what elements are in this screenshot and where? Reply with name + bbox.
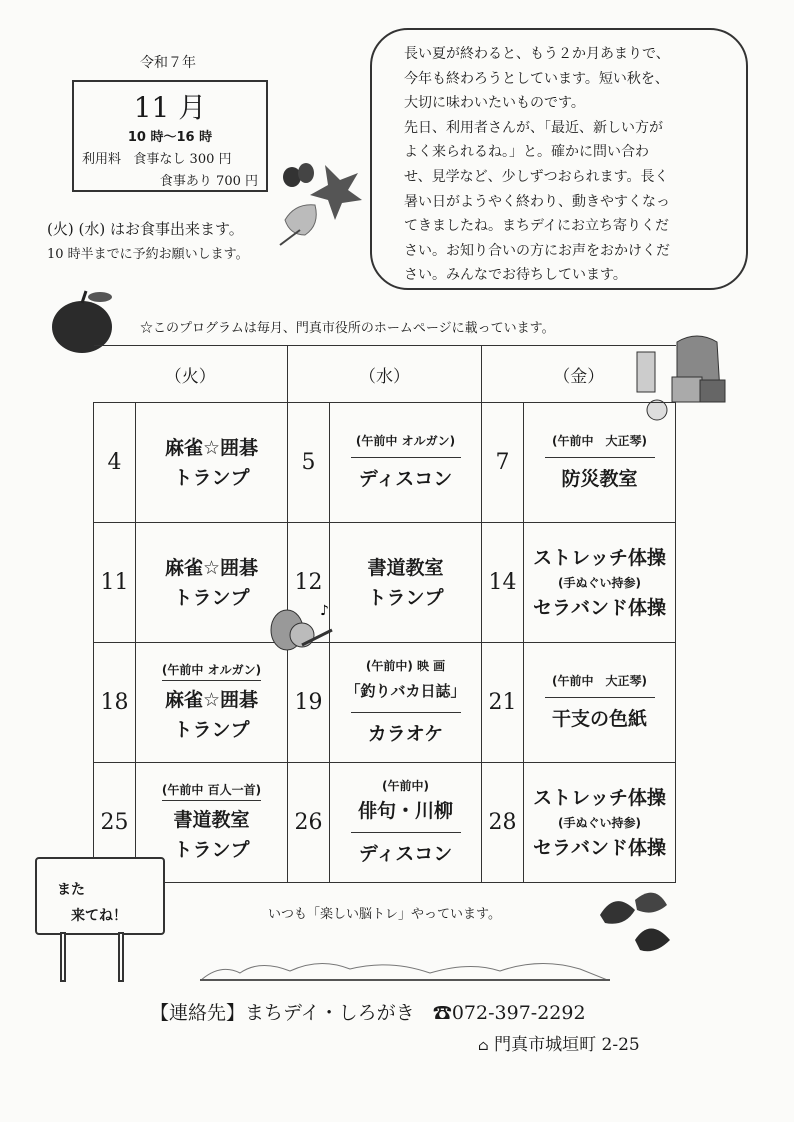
activity-line: (手ぬぐい持参) <box>558 575 641 590</box>
message-line: さい。みんなでお待ちしています。 <box>404 267 627 284</box>
activity-line: ストレッチ体操 <box>533 546 666 569</box>
divider <box>351 832 461 833</box>
activity-line: 麻雀☆囲碁 <box>164 689 259 711</box>
activity-line: 「釣りバカ日誌」 <box>345 682 466 700</box>
date-cell: 7 <box>482 403 524 523</box>
squirrel-violin-icon <box>262 600 342 662</box>
divider <box>351 712 461 713</box>
contact-name: まちデイ・しろがき <box>245 1002 415 1024</box>
meal-note: (火) (水) はお食事出来ます。 <box>47 220 244 238</box>
see-you-again-sign <box>35 857 165 935</box>
activity-cell <box>524 523 676 643</box>
sign-line-2: 来てね！ <box>71 908 127 924</box>
brain-training-note: いつも「楽しい脳トレ」やっています。 <box>268 907 501 922</box>
message-line: さい。お知り合いの方にお声をおかけくだ <box>404 242 670 259</box>
month-title: 11 月 <box>133 91 207 124</box>
date-cell: 21 <box>482 643 524 763</box>
contact-info <box>150 998 586 1025</box>
message-line: 大切に味わいたいものです。 <box>404 95 585 112</box>
date-cell: 25 <box>94 763 136 883</box>
message-line: 長い夏が終わると、もう２か月あまりで、 <box>404 46 670 62</box>
date-cell: 12 <box>288 523 330 643</box>
sign-line-1: また <box>57 882 85 898</box>
day-header-tue: （火） <box>94 346 288 403</box>
activity-line: ストレッチ体操 <box>533 786 666 809</box>
activity-cell <box>330 763 482 883</box>
house-icon: ⌂ <box>478 1038 489 1054</box>
activity-line: カラオケ <box>367 723 444 745</box>
activity-line: トランプ <box>173 466 250 489</box>
sign-post-left <box>60 932 66 982</box>
autumn-leaves-icon <box>270 155 365 250</box>
activity-cell <box>524 643 676 763</box>
activity-cell <box>330 403 482 523</box>
fee-label: 利用料 <box>82 152 122 167</box>
activity-line: ディスコン <box>358 843 453 865</box>
message-line: 今年も終わろうとしています。短い秋を、 <box>404 70 669 87</box>
activity-note: (午前中 百人一首) <box>162 780 261 801</box>
address <box>478 1030 640 1055</box>
activity-line: トランプ <box>173 719 250 741</box>
date-cell: 14 <box>482 523 524 643</box>
address-text: 門真市城垣町 2-25 <box>494 1035 640 1055</box>
fee-no-meal <box>82 148 232 167</box>
activity-line: 書道教室 <box>173 809 250 831</box>
activity-note: (午前中 大正琴) <box>552 434 647 448</box>
activity-line: 麻雀☆囲碁 <box>164 556 259 579</box>
opening-hours: 10 時〜16 時 <box>127 130 213 145</box>
date-cell: 19 <box>288 643 330 763</box>
date-cell: 26 <box>288 763 330 883</box>
schedule-table <box>93 345 676 883</box>
date-cell: 4 <box>94 403 136 523</box>
activity-cell <box>330 643 482 763</box>
activity-note: (午前中) 映 画 <box>365 659 446 673</box>
fee-no-meal-value: 食事なし 300 円 <box>133 152 232 167</box>
phone-number[interactable]: 072-397-2292 <box>451 1002 586 1024</box>
activity-note: (午前中 オルガン) <box>162 660 261 681</box>
activity-note: (午前中) <box>382 779 429 793</box>
activity-line: セラバンド体操 <box>532 596 666 619</box>
activity-line: (手ぬぐい持参) <box>558 815 641 830</box>
message-line: 暑い日がようやく終わり、動きやすくなっ <box>404 193 670 210</box>
program-note: ☆このプログラムは毎月、門真市役所のホームページに載っています。 <box>140 321 555 336</box>
activity-line: 麻雀☆囲碁 <box>164 436 259 459</box>
activity-cell <box>524 763 676 883</box>
divider <box>351 457 461 458</box>
date-cell: 11 <box>94 523 136 643</box>
activity-note: (午前中 大正琴) <box>552 674 647 688</box>
phone-icon: ☎ <box>432 1002 452 1024</box>
day-header-row <box>94 346 676 403</box>
townscape-illustration <box>200 955 610 981</box>
day-header-fri: （金） <box>482 346 676 403</box>
reserve-note: 10 時半までに予約お願いします。 <box>47 247 249 262</box>
activity-line: 防災教室 <box>561 468 638 490</box>
date-cell: 28 <box>482 763 524 883</box>
month-info-box <box>72 80 268 192</box>
date-cell: 18 <box>94 643 136 763</box>
week-row <box>94 523 676 643</box>
week-row <box>94 643 676 763</box>
sign-post-right <box>118 932 124 982</box>
activity-line: ディスコン <box>358 468 453 490</box>
activity-note: (午前中 オルガン) <box>355 434 456 448</box>
message-line: せ、見学など、少しずつおられます。長く <box>404 168 669 185</box>
chestnuts-icon <box>595 885 675 960</box>
message-line: よく来られるね。」と。確かに問い合わ <box>404 144 649 161</box>
activity-line: トランプ <box>173 839 250 861</box>
activity-line: セラバンド体操 <box>532 836 666 859</box>
svg-text:♪: ♪ <box>320 603 329 619</box>
week-row <box>94 763 676 883</box>
activity-line: 干支の色紙 <box>551 708 647 730</box>
message-bubble <box>370 28 748 290</box>
divider <box>545 697 655 698</box>
contact-label: 【連絡先】 <box>150 1002 246 1024</box>
divider <box>545 457 655 458</box>
activity-line: 俳句・川柳 <box>357 800 453 822</box>
activity-line: トランプ <box>173 586 250 609</box>
activity-cell <box>330 523 482 643</box>
activity-line: トランプ <box>367 586 444 609</box>
activity-cell <box>524 403 676 523</box>
message-line: てきましたね。まちデイにお立ち寄りくだ <box>404 218 670 235</box>
era-year: 令和７年 <box>140 55 196 71</box>
week-row <box>94 403 676 523</box>
day-header-wed: （水） <box>288 346 482 403</box>
fee-with-meal: 食事あり 700 円 <box>159 174 258 189</box>
activity-line: 書道教室 <box>367 556 444 579</box>
date-cell: 5 <box>288 403 330 523</box>
activity-cell <box>136 403 288 523</box>
message-line: 先日、利用者さんが、「最近、新しい方が <box>404 119 663 136</box>
